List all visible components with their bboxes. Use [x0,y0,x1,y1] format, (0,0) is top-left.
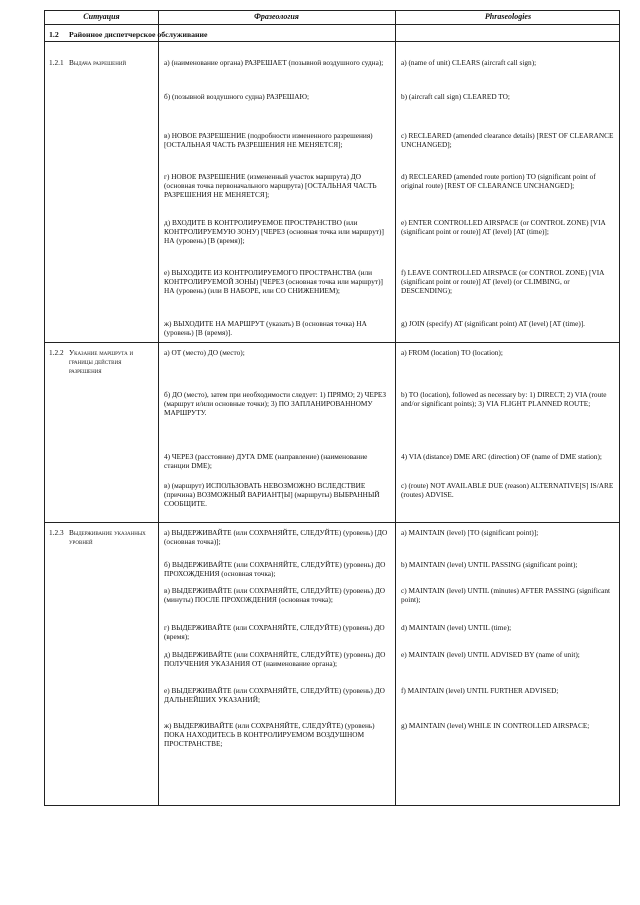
phrase-ru: е) ВЫДЕРЖИВАЙТЕ (или СОХРАНЯЙТЕ, СЛЕДУЙТЕ) (уровень) ДО ДАЛЬНЕЙШИХ УКАЗАНИЙ; [164,686,385,705]
phrase-en: c) MAINTAIN (level) UNTIL (minutes) AFTER PASSING (significant point); [401,586,611,605]
phrase-ru: д) ВЫДЕРЖИВАЙТЕ (или СОХРАНЯЙТЕ, СЛЕДУЙТЕ) (уровень) ДО ПОЛУЧЕНИЯ УКАЗАНИЯ ОТ (наименование органа); [164,650,386,669]
phraseology-table [44,10,620,806]
phrase-ru: б) (позывной воздушного судна) РАЗРЕШАЮ; [164,92,310,101]
phrase-ru: а) ОТ (место) ДО (место); [164,348,245,357]
phrase-en: g) MAINTAIN (level) WHILE IN CONTROLLED AIRSPACE; [401,721,590,730]
group-number: 1.2.3 [49,528,64,537]
phrase-ru: д) ВХОДИТЕ В КОНТРОЛИРУЕМОЕ ПРОСТРАНСТВО (или КОНТРОЛИРУЕМУЮ ЗОНУ) [ЧЕРЕЗ (основная точка или маршрут)] НА (уровень) [В (время)]; [164,218,384,246]
group-title: Выдача разрешений [69,58,127,67]
phrase-ru: а) (наименование органа) РАЗРЕШАЕТ (позывной воздушного судна); [164,58,384,67]
section-title: Районное диспетчерское обслуживание [69,30,208,39]
phrase-ru: в) НОВОЕ РАЗРЕШЕНИЕ (подробности измененного разрешения) [ОСТАЛЬНАЯ ЧАСТЬ РАЗРЕШЕНИЯ НЕ МЕНЯЕТСЯ]; [164,131,373,150]
group-number: 1.2.2 [49,348,64,357]
phrase-en: a) FROM (location) TO (location); [401,348,503,357]
group-divider [45,342,619,343]
column-divider [395,11,396,805]
phrase-ru: е) ВЫХОДИТЕ ИЗ КОНТРОЛИРУЕМОГО ПРОСТРАНСТВА (или КОНТРОЛИРУЕМОЙ ЗОНЫ) [ЧЕРЕЗ (основная точка или маршрут)] НА (уровень) (или В НАБОРЕ, или СО СНИЖЕНИЕМ); [164,268,383,296]
section-number: 1.2 [49,30,59,39]
phrase-en: g) JOIN (specify) AT (significant point) AT (level) [AT (time)]. [401,319,586,328]
phrase-en: f) MAINTAIN (level) UNTIL FURTHER ADVISED; [401,686,559,695]
phrase-en: a) (name of unit) CLEARS (aircraft call sign); [401,58,537,67]
group-title: Указание маршрута и границы действия разрешения [69,348,134,376]
phrase-en: f) LEAVE CONTROLLED AIRSPACE (or CONTROL ZONE) [VIA (significant point or route)] AT (level) (or CLIMBING, or DESCENDING); [401,268,605,296]
header-divider [45,24,619,25]
column-header-phraseology-ru: Фразеология [254,12,299,21]
section-divider [45,41,619,42]
phrase-en: e) ENTER CONTROLLED AIRSPACE (or CONTROL ZONE) [VIA (significant point or route)] AT (level) [AT (time)]; [401,218,606,237]
phrase-en: d) MAINTAIN (level) UNTIL (time); [401,623,512,632]
phrase-ru: г) ВЫДЕРЖИВАЙТЕ (или СОХРАНЯЙТЕ, СЛЕДУЙТЕ) (уровень) ДО (время); [164,623,385,642]
phrase-en: c) (route) NOT AVAILABLE DUE (reason) ALTERNATIVE[S] IS/ARE (routes) ADVISE. [401,481,614,500]
phrase-en: b) (aircraft call sign) CLEARED TO; [401,92,510,101]
group-number: 1.2.1 [49,58,64,67]
column-header-situation: Ситуация [83,12,120,21]
phrase-en: b) TO (location), followed as necessary by: 1) DIRECT; 2) VIA (route and/or significant points); 3) VIA FLIGHT PLANNED ROUTE; [401,390,607,409]
phrase-ru: в) ВЫДЕРЖИВАЙТЕ (или СОХРАНЯЙТЕ, СЛЕДУЙТЕ) (уровень) ДО (минуты) ПОСЛЕ ПРОХОЖДЕНИЯ (основная точка); [164,586,386,605]
group-divider [45,522,619,523]
phrase-ru: в) (маршрут) ИСПОЛЬЗОВАТЬ НЕВОЗМОЖНО ВСЛЕДСТВИЕ (причина) ВОЗМОЖНЫЙ ВАРИАНТ[Ы] (маршруты) ВЫБРАННЫЙ СООБЩИТЕ. [164,481,380,509]
column-header-phraseology-en: Phraseologies [484,12,532,21]
phrase-en: b) MAINTAIN (level) UNTIL PASSING (significant point); [401,560,578,569]
phrase-en: 4) VIA (distance) DME ARC (direction) OF (name of DME station); [401,452,602,461]
phrase-en: c) RECLEARED (amended clearance details) [REST OF CLEARANCE UNCHANGED]; [401,131,614,150]
phrase-ru: а) ВЫДЕРЖИВАЙТЕ (или СОХРАНЯЙТЕ, СЛЕДУЙТЕ) (уровень) [ДО (основная точка)]; [164,528,388,547]
phrase-en: a) MAINTAIN (level) [TO (significant point)]; [401,528,539,537]
phrase-ru: ж) ВЫДЕРЖИВАЙТЕ (или СОХРАНЯЙТЕ, СЛЕДУЙТЕ) (уровень) ПОКА НАХОДИТЕСЬ В КОНТРОЛИРУЕМОМ ВОЗДУШНОМ ПРОСТРАНСТВЕ; [164,721,375,749]
phrase-en: d) RECLEARED (amended route portion) TO (significant point of original route) [REST OF CLEARANCE UNCHANGED]; [401,172,596,191]
phrase-ru: б) ДО (место), затем при необходимости следует: 1) ПРЯМО; 2) ЧЕРЕЗ (маршрут и/или основные точки); 3) ПО ЗАПЛАНИРОВАННОМУ МАРШРУТУ. [164,390,387,418]
phrase-ru: ж) ВЫХОДИТЕ НА МАРШРУТ (указать) В (основная точка) НА (уровень) [В (время)]. [164,319,367,338]
phrase-en: e) MAINTAIN (level) UNTIL ADVISED BY (name of unit); [401,650,580,659]
phrase-ru: б) ВЫДЕРЖИВАЙТЕ (или СОХРАНЯЙТЕ, СЛЕДУЙТЕ) (уровень) ДО ПРОХОЖДЕНИЯ (основная точка); [164,560,386,579]
group-title: Выдерживание указанных уровней [69,528,146,547]
phrase-ru: 4) ЧЕРЕЗ (расстояние) ДУГА DME (направление) (наименование станции DME); [164,452,368,471]
phrase-ru: г) НОВОЕ РАЗРЕШЕНИЕ (измененный участок маршрута) ДО (основная точка первоначального маршрута) [ОСТАЛЬНАЯ ЧАСТЬ РАЗРЕШЕНИЯ НЕ МЕНЯЕТСЯ]; [164,172,377,200]
column-divider [158,11,159,805]
